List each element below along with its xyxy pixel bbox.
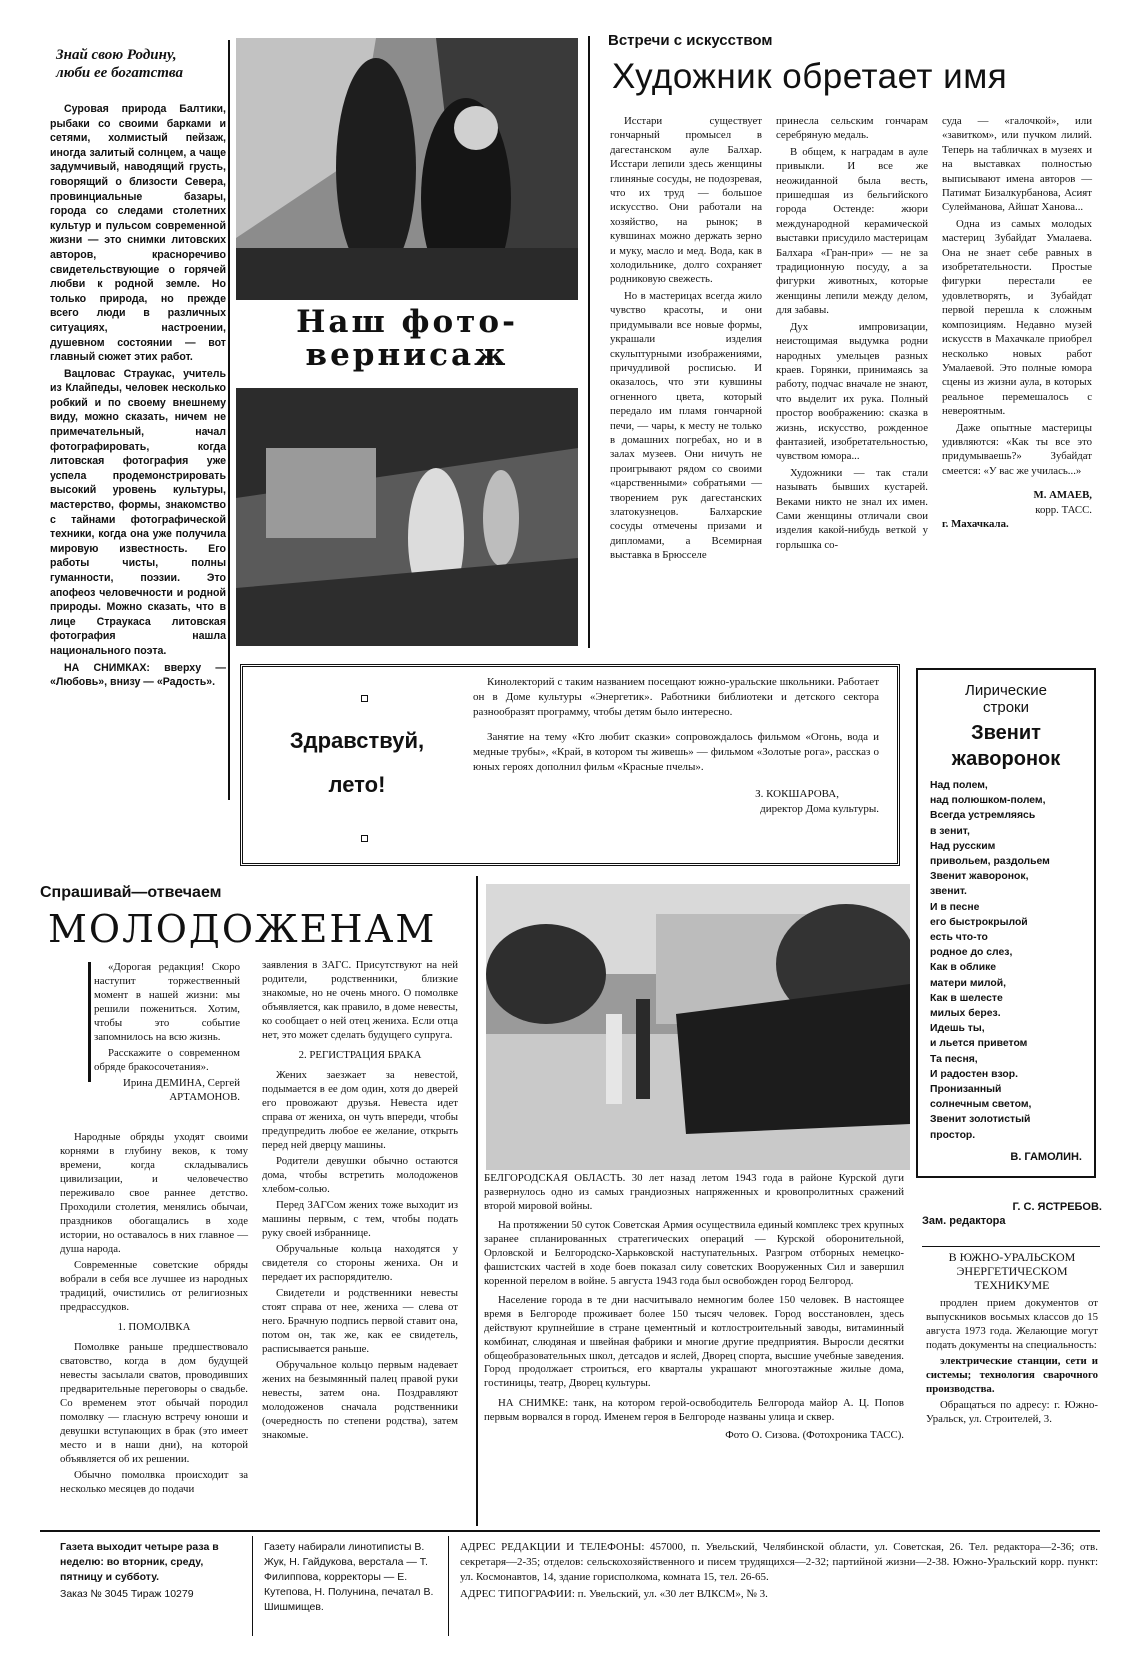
paragraph: В общем, к наградам в ауле привыкли. И все же неожиданной была весть, пришедшая из бельгийского города Остенде: жюри международной керамической выставки присудило мастерицам Балхара «Гран-при» — не за традиционную посуду, а за фигурки животных, которые женщины лепили между делом, для забавы. xyxy=(776,145,928,317)
poem-line: И радостен взор. xyxy=(930,1068,1018,1080)
hello-summer-text xyxy=(473,675,879,817)
paragraph: Исстари существует гончарный промысел в дагестанском ауле Балхар. Исстари лепили здесь женщины глиняные сосуды, не подозревая, что их труд — большое искусство. Они работали на хозяйство, на рынок; в кувшинах можно держать зерно и муку, масло и мед. Вода, как в холодильнике, долго сохраняет родниковую свежесть. xyxy=(610,115,762,286)
poem-kicker-line2: строки xyxy=(983,699,1029,716)
paragraph: принесла сельским гончарам серебряную медаль. xyxy=(776,115,928,142)
poem-line: и льется приветом xyxy=(930,1038,1028,1050)
poem-line: Пронизанный xyxy=(930,1084,1002,1096)
poem-box xyxy=(916,668,1096,1178)
photo-joy xyxy=(236,388,578,646)
poem-title xyxy=(930,720,1082,772)
hello-summer-author-role: директор Дома культуры. xyxy=(760,803,879,815)
art-column-3 xyxy=(942,114,1092,531)
belgorod-text xyxy=(484,1172,904,1442)
technikum-notice xyxy=(926,1250,1098,1428)
paragraph: продлен прием документов от выпускников восьмых классов до 15 августа 1973 года. Желающие могут подать документы на специальность: xyxy=(926,1297,1098,1351)
paragraph: Суровая природа Балтики, рыбаки со своими барками и сетями, холмистый пейзаж, иногда залитый солнцем, а чаще задумчивый, наводящий грусть, говорящий о близости Севера, провинциальные базары, города со следами столетних культур и пульсом современной жизни — это снимки литовских авторов, красноречиво свидетельствующие о горячей любви к родной земле. Но только природа, но прежде всего люди в различных ситуациях, настроении, душевном состоянии — вот главный сюжет этих работ. xyxy=(50,103,226,364)
poem-line: Звенит жаворонок, xyxy=(930,871,1029,883)
poem-line: Над полем, xyxy=(930,780,988,791)
newlyweds-section-2: 2. РЕГИСТРАЦИЯ БРАКА xyxy=(298,1049,422,1061)
poem-line: Идешь ты, xyxy=(930,1023,985,1035)
paragraph: заявления в ЗАГС. Присутствуют на ней родители, родственники, близкие знакомые, но не очень много. О помолвке объявляется, как правило, в доме невесты, ко сообщает о ней отец жениха. Если отца нет, это может сделать будущего супруга. xyxy=(262,959,458,1041)
poem-line: простор. xyxy=(930,1129,976,1141)
paragraph: Но в мастерицах всегда жило чувство красоты, и они придумывали все новые формы, украшали изделия скульптурными изображениями, причудливой росписью. И оказалось, что эти кувшины огненного цвета, который передало им пламя гончарной печи, — чары, к месту не только в домашних погребах, но и в залах музеев. Они ничуть не проигрывают рядом со своими «царственными» собратьями — творением рук дагестанских златокузнецов. Балхарские сосуды отмечены призами и дипломами, а Всемирная выставка в Брюсселе xyxy=(610,289,762,562)
hello-summer-title-line2: лето! xyxy=(328,772,386,797)
art-headline: Художник обретает имя xyxy=(612,57,1008,96)
paragraph: Кинолекторий с таким названием посещают южно-уральские школьники. Работает он в Доме культуры «Энергетик». Работники библиотеки и детского сектора разнообразят программу, чтобы детям было интересно. xyxy=(473,676,879,718)
art-city: г. Махачкала. xyxy=(942,517,1009,530)
footer-address-editorial: АДРЕС РЕДАКЦИИ И ТЕЛЕФОНЫ: 457000, п. Увельский, Челябинской области, ул. Советская, 26. Тел. редактора—2-36; отв. секретаря—2-35; отделов: сельскохозяйственного и писем трудящихся—2-32; партийной жизни—2-38. Южно-Уральский корр. пункт: ул. Космонавтов, 14, здание горисполкома, комната 15, тел. 26-65. xyxy=(460,1541,1098,1583)
paragraph: Обращаться по адресу: г. Южно-Уральск, ул. Строителей, 3. xyxy=(926,1399,1098,1425)
poem-line: его быстрокрылой xyxy=(930,916,1028,928)
column-divider xyxy=(588,36,590,648)
editor-role: Зам. редактора xyxy=(922,1215,1006,1227)
paragraph: На протяжении 50 суток Советская Армия осуществила единый комплекс трех крупных заранее спланированных стратегических операций — Курской оборонительной, Орловской и Белгородско-Харьковской наступательных. Разгром отборных немецко-фашистских частей в ходе боев показал силу советских Вооруженных Сил и завершил коренной перелом в войне. 5 августа 1943 года был освобожден город Белгород. xyxy=(484,1219,904,1287)
art-column-2 xyxy=(776,114,928,554)
paragraph: Население города в те дни насчитывало немногим более 150 человек. В настоящее время в Белгороде проживает более 150 тысяч человек. Город восстановлен, здесь действуют крупнейшие в стране цементный и котлостроительный заводы, витаминный комбинат, слюдяная и швейная фабрики и многие другие предприятия. Выросли десятки общеобразовательных школ, детсадов и яслей, Дворец спорта, высшие учебные заведения. Город продолжает строиться, его кварталы украшают многоэтажные жилые дома, гостиницы, театр, Дворец культуры. xyxy=(484,1294,904,1390)
poem-line: родное до слез, xyxy=(930,947,1013,959)
square-marker xyxy=(361,695,368,702)
poem-line: есть что-то xyxy=(930,932,988,944)
paragraph: Даже опытные мастерицы удивляются: «Как ты все это придумываешь?» Зубайдат смеется: «У вас же училась...» xyxy=(942,421,1092,477)
art-column-1 xyxy=(610,114,762,565)
photo-feature-title xyxy=(236,306,578,374)
paragraph: Родители девушки обычно остаются дома, чтобы встретить молодоженов хлебом-солью. xyxy=(262,1155,458,1195)
editor-name: Г. С. ЯСТРЕБОВ. xyxy=(1012,1201,1102,1213)
poem-kicker-line1: Лирические xyxy=(965,682,1047,699)
newlyweds-section-1: 1. ПОМОЛВКА xyxy=(117,1321,191,1333)
paragraph: Перед ЗАГСом жених тоже выходит из машины первым, с тем, чтобы подать руку своей избраннице. xyxy=(262,1199,458,1239)
paragraph: Современные советские обряды вобрали в себя все лучшее из народных традиций, очистились от религиозных предрассудков. xyxy=(60,1259,248,1313)
column-divider xyxy=(228,40,230,800)
hello-summer-title xyxy=(257,719,457,807)
paragraph: Дух импровизации, неистощимая выдумка родни народных умельцев разных краев. Горянки, принимаясь за работу, подчас вначале не знают, что выделит их рука. Полный простор воображению: сказка в жизнь, искусство, рожденное фантазией, изобретательностью, чувством юмора... xyxy=(776,320,928,463)
newlyweds-column-1 xyxy=(60,1130,248,1498)
technikum-title: В ЮЖНО-УРАЛЬСКОМ ЭНЕРГЕТИЧЕСКОМ ТЕХНИКУМЕ xyxy=(948,1250,1076,1292)
poem-line: матери милой, xyxy=(930,977,1006,989)
art-kicker: Встречи с искусством xyxy=(608,32,773,49)
newlyweds-column-2 xyxy=(262,958,458,1444)
paragraph: суда — «галочкой», или «завитком», или пучком лилий. Теперь на табличках в музеях и на выставках полностью выписывают имена авторов — Патимат Бизалкурбанова, Асият Сулейманова, Айшат Ханова... xyxy=(942,115,1092,214)
poem-kicker xyxy=(930,682,1082,716)
poem-title-line1: Звенит xyxy=(971,722,1041,744)
poem-line: в зенит, xyxy=(930,825,970,837)
left-column-text xyxy=(50,102,226,690)
hello-summer-box xyxy=(240,664,900,866)
square-marker xyxy=(361,835,368,842)
poem-line: Над русским xyxy=(930,840,996,852)
paragraph: Обручальное кольцо первым надевает жених на безымянный палец правой руки невесты, затем она. Поздравляют молодоженов сначала родственники (очередность по степени родства), затем знакомые. xyxy=(262,1359,458,1441)
footer-divider xyxy=(252,1536,253,1636)
paragraph: Народные обряды уходят своими корнями в глубину веков, к тому времени, когда складывались цивилизации, и человечество переживало свое раннее детство. Проходили столетия, менялись обычаи, праздников обогащались в ходе истории, но оставалось в них главное — душа народа. xyxy=(60,1131,248,1255)
letter-marker xyxy=(88,962,91,1082)
paragraph: Обычно помолвка происходит за несколько месяцев до подачи xyxy=(60,1469,248,1495)
editor-signature xyxy=(922,1200,1102,1228)
belgorod-lead: БЕЛГОРОДСКАЯ ОБЛАСТЬ. 30 лет назад летом 1943 года в районе Курской дуги развернулось одно из самых грандиозных напряженных и кровопролитных сражений второй мировой войны. xyxy=(484,1172,904,1212)
belgorod-photo-caption: НА СНИМКЕ: танк, на котором герой-освободитель Белгорода майор А. Ц. Попов первым ворвался в город. Именем героя в Белгороде названы улица и сквер. xyxy=(484,1396,904,1423)
footer-address xyxy=(460,1540,1098,1602)
photo-feature-title-line1: Наш фото- xyxy=(296,304,518,340)
newlyweds-letter xyxy=(94,960,240,1104)
paragraph: Художники — так стали называть бывших кустарей. Веками никто не знал их имен. Сами женщины отличали свои изделия какой-нибудь веткой у горлышка со- xyxy=(776,466,928,551)
poem-line: привольем, раздольем xyxy=(930,856,1050,868)
poem-line: над полюшком-полем, xyxy=(930,795,1046,807)
poem-line: солнечным светом, xyxy=(930,1099,1032,1111)
art-author: М. АМАЕВ, xyxy=(1033,489,1092,502)
paragraph: НА СНИМКАХ: вверху — «Любовь», внизу — «Радость». xyxy=(50,661,226,689)
photo-belgorod-tank xyxy=(486,884,910,1170)
paragraph: Одна из самых молодых мастериц Зубайдат Умалаева. Она не знает себе равных в изобретательности. Простые фигурки перестали ее удовлетворять, и Зубайдат первой перешла к сложным композициям. Недавно музей искусств в Махачкале приобрел несколько новых работ Умалаевой. Это полные юмора сцены из жизни аула, в которых реальное перемешалось с невероятным. xyxy=(942,217,1092,418)
poem-line: милых берез. xyxy=(930,1008,1001,1020)
paragraph: Свидетели и родственники невесты стоят справа от нее, жениха — слева от него. Брачную подпись первой ставит она, потом он, так же, как ее свидетель, расписывается раньше. xyxy=(262,1287,458,1355)
paragraph: Занятие на тему «Кто любит сказки» сопровождалось фильмом «Огонь, вода и медные трубы», «Край, в котором ты живешь» — фильмом «Золотые рога», рассказ о юных героях дополнил фильм «Красные пчелы». xyxy=(473,731,879,773)
left-column-heading: Знай свою Родину, люби ее богатства xyxy=(56,47,184,81)
footer-schedule-text: Газета выходит четыре раза в неделю: во вторник, среду, пятницу и субботу. xyxy=(60,1541,219,1583)
poem-line: звенит. xyxy=(930,886,967,898)
footer-address-printing: АДРЕС ТИПОГРАФИИ: п. Увельский, ул. «30 лет ВЛКСМ», № 3. xyxy=(460,1588,768,1600)
hello-summer-title-line1: Здравствуй, xyxy=(289,728,425,753)
paragraph: Вацловас Страукас, учитель из Клайпеды, человек несколько робкий и по своему внешнему виду, можно сказать, ничем не примечательный, начал фотографировать, когда литовская фотография уже успела продемонстрировать высокий уровень культуры, мастерство, формы, знакомство с тайнами фотографической техники, когда она уже получила мировую известность. Его работы чисты, полны гуманности, поэзии. Это апофеоз человечности и родной природы. Можно сказать, что в лице Страукаса литовская фотография нашла национального поэта. xyxy=(50,367,226,657)
poem-title-line2: жаворонок xyxy=(951,748,1061,770)
paragraph: Жених заезжает за невестой, подымается в ее дом один, хотя до дверей его провожают друзья. Невеста идет справа от жениха, он чуть впереди, чтобы предупредить любое ее желание, открыть перед ней дверцу машины. xyxy=(262,1069,458,1151)
paragraph: Обручальные кольца находятся у свидетеля со стороны жениха. Он и передает их распорядителю. xyxy=(262,1243,458,1283)
poem-line: Как в шелесте xyxy=(930,992,1003,1004)
photo-feature-title-line2: вернисаж xyxy=(305,337,509,373)
footer-order: Заказ № 3045 Тираж 10279 xyxy=(60,1588,194,1600)
poem-line: Всегда устремляясь xyxy=(930,810,1036,822)
footer-schedule xyxy=(60,1540,242,1602)
art-author-role: корр. ТАСС. xyxy=(1035,503,1092,516)
footer-divider xyxy=(448,1536,449,1636)
section-divider xyxy=(922,1246,1100,1247)
photo-love xyxy=(236,38,578,300)
photo-joy-image xyxy=(236,388,578,646)
poem-line: И в песне xyxy=(930,901,980,913)
paragraph: Помолвке раньше предшествовало сватовство, когда в дом будущей невесты засылали сватов, проводивших предварительные переговоры о свадьбе. Со временем этот обычай породил помолвку — гласную встречу юноши и девушки вступающих в брак (это имеет место и в наши дни), на которой объявляется об их решении. xyxy=(60,1341,248,1465)
left-column xyxy=(50,40,226,830)
newlyweds-headline: МОЛОДОЖЕНАМ xyxy=(48,907,437,951)
footer xyxy=(40,1536,1102,1646)
photo-love-image xyxy=(236,38,578,300)
belgorod-credit: Фото О. Сизова. (Фотохроника ТАСС). xyxy=(725,1428,904,1441)
poem-line: Как в облике xyxy=(930,962,997,974)
paragraph: Расскажите о современном обряде бракосочетания». xyxy=(94,1047,240,1073)
poem-lines xyxy=(930,778,1082,1143)
newlyweds-kicker: Спрашивай—отвечаем xyxy=(40,884,222,901)
hello-summer-author: З. КОКШАРОВА, xyxy=(755,788,839,800)
footer-credits: Газету набирали линотиписты В. Жук, Н. Гайдукова, верстала — Т. Филиппова, корректоры — Е. Кутепова, Н. Полунина, печатал В. Шишмищев. xyxy=(264,1541,434,1613)
paragraph: «Дорогая редакция! Скоро наступит торжественный момент в нашей жизни: мы решили пожениться. Хотим, чтобы это событие запомнилось на всю жизнь. xyxy=(94,961,240,1043)
newlyweds-signers: Ирина ДЕМИНА, Сергей АРТАМОНОВ. xyxy=(123,1077,240,1103)
poem-line: Та песня, xyxy=(930,1053,978,1065)
technikum-specs: электрические станции, сети и системы; технология сварочного производства. xyxy=(926,1355,1098,1395)
column-divider xyxy=(476,876,478,1526)
poem-author: В. ГАМОЛИН. xyxy=(1010,1150,1082,1163)
footer-rule xyxy=(40,1530,1100,1532)
photo-belgorod-image xyxy=(486,884,910,1170)
poem-line: Звенит золотистый xyxy=(930,1114,1031,1126)
